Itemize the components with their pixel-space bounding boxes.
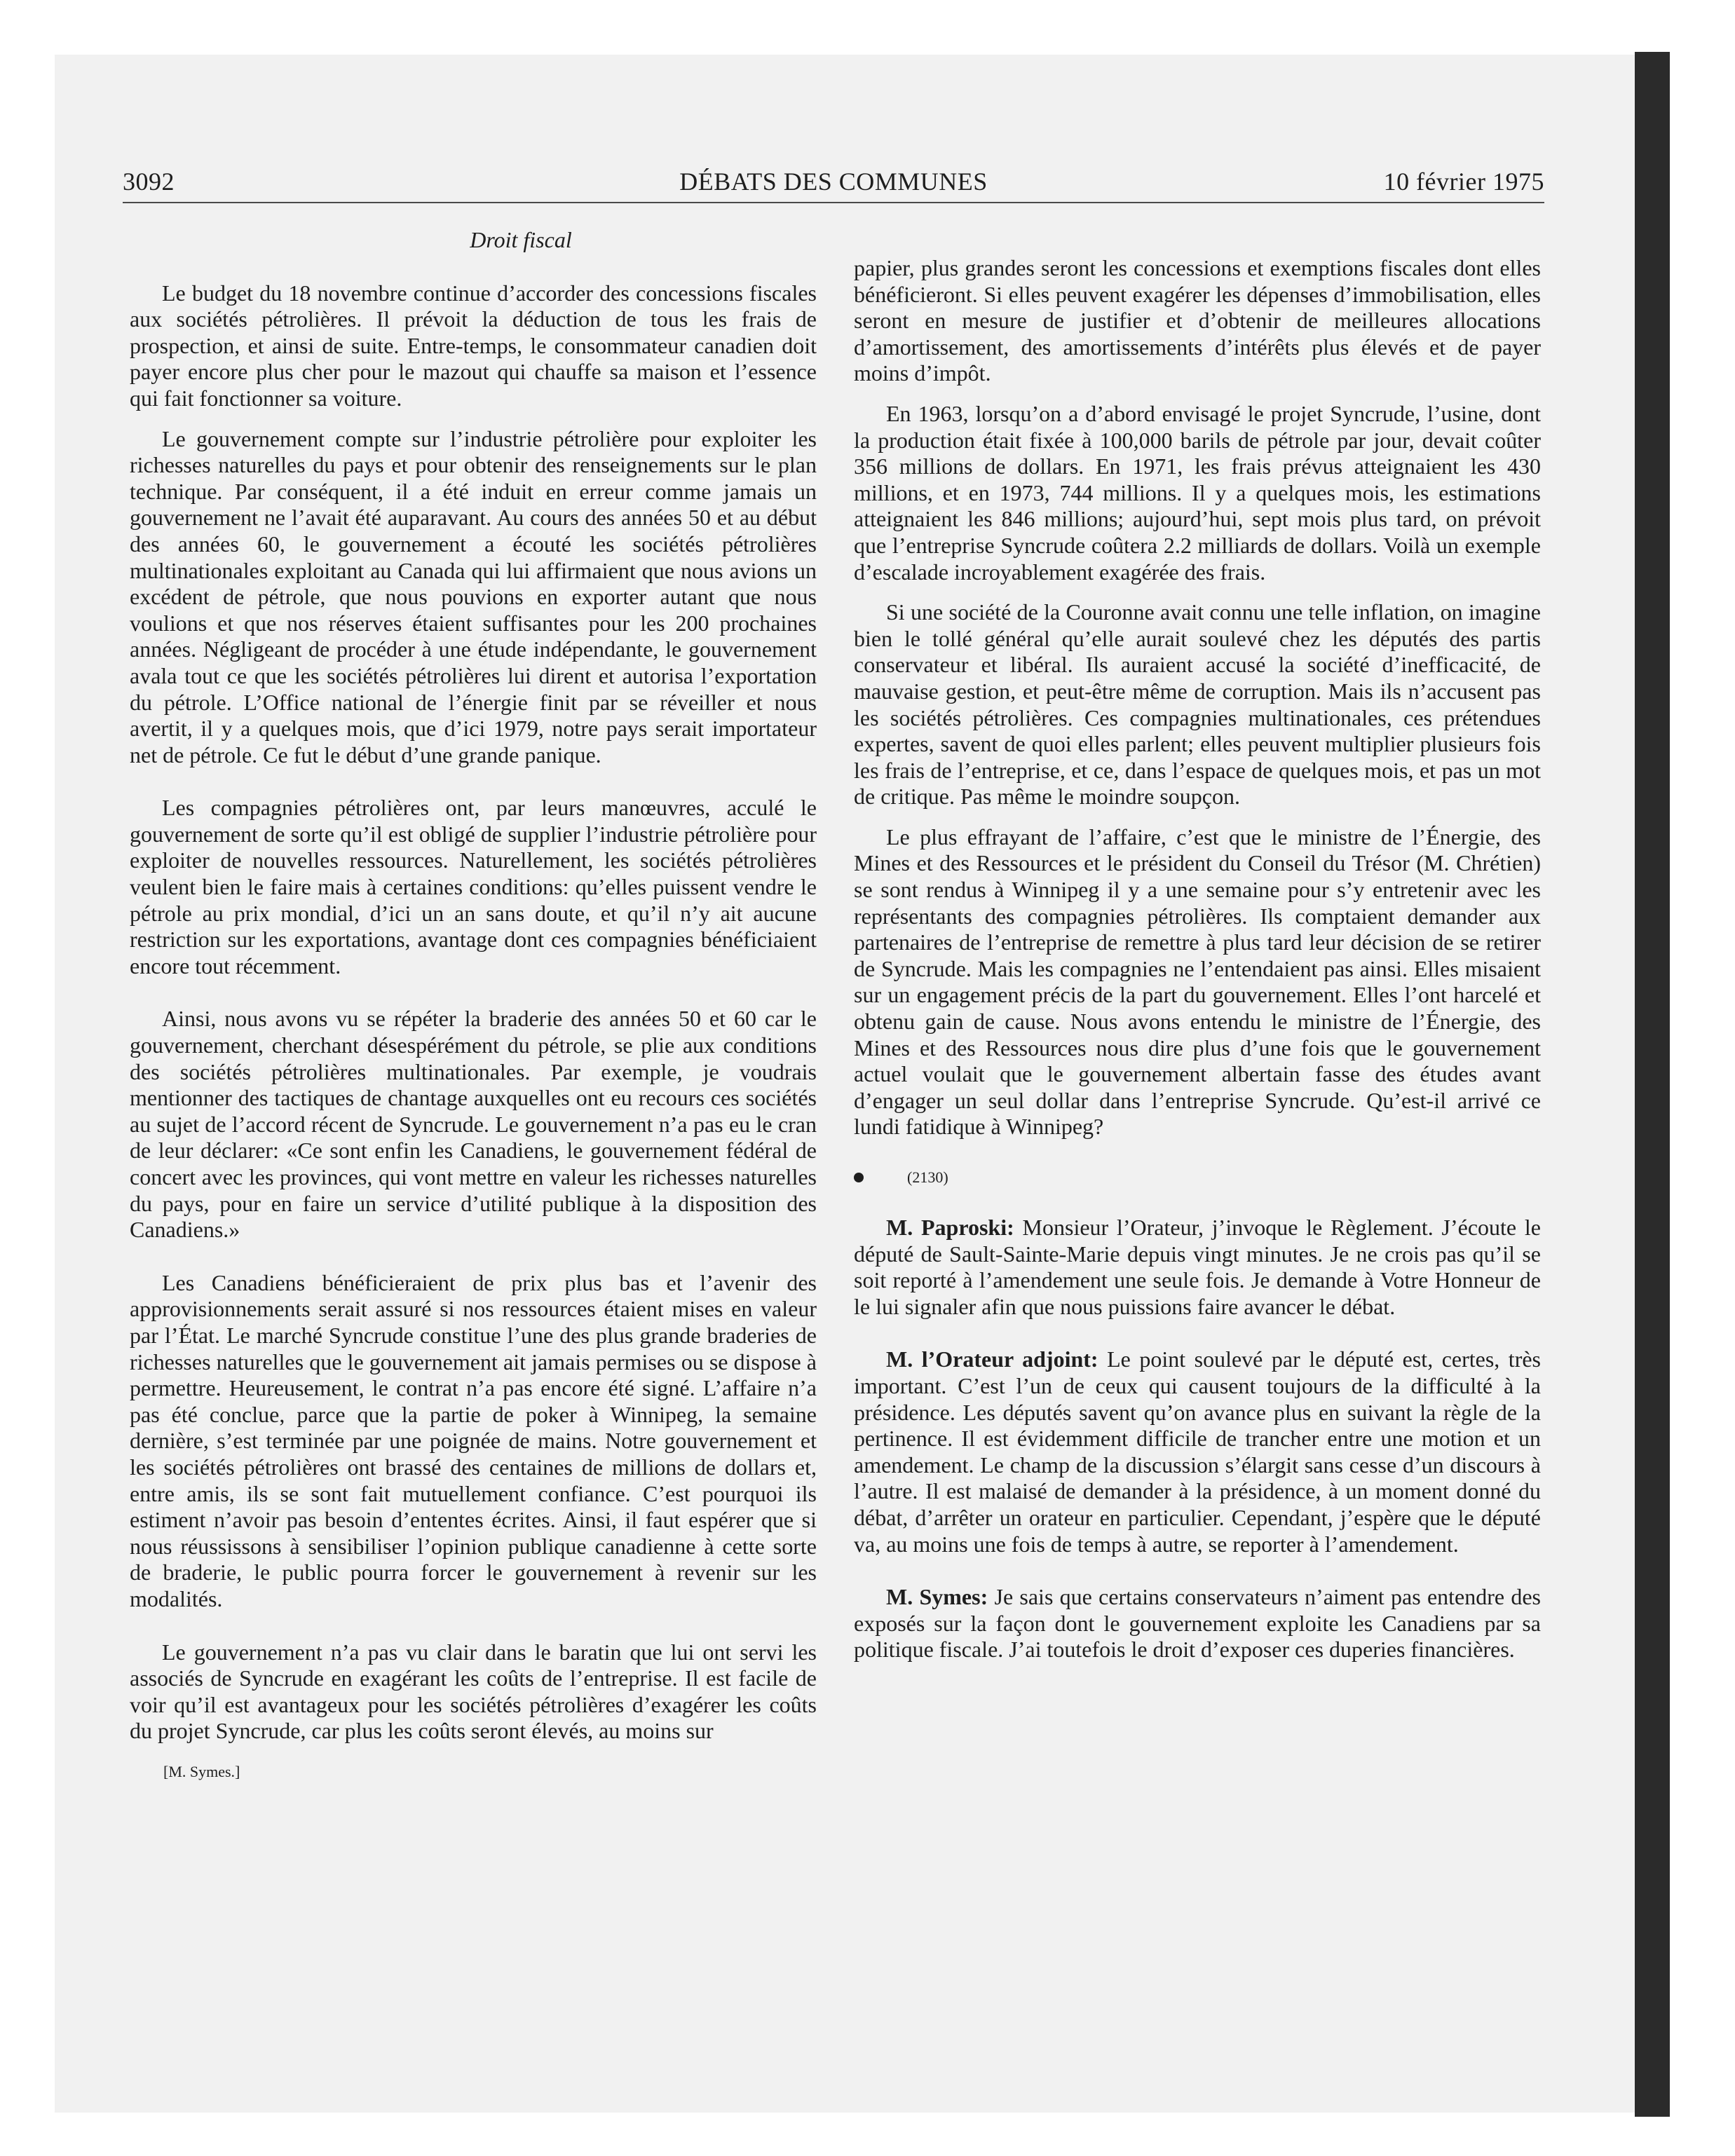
page-number: 3092 xyxy=(123,168,175,196)
header-rule xyxy=(123,202,1544,203)
page-header xyxy=(123,167,1544,200)
paragraph: Les Canadiens bénéficieraient de prix plus bas et l’avenir des approvisionnements serait assuré si nos ressources étaient mises en valeur par l’État. Le marché Syncrude constitue l’une des plus grande braderies de richesses naturelles que le gouvernement ait jamais permises ou se dispose à permettre. Heureusement, le contrat n’a pas encore été signé. L’affaire n’a pas été conclue, parce que la partie de poker à Winnipeg, la semaine dernière, s’est terminée par une poignée de mains. Notre gouvernement et les sociétés pétrolières ont brassé des centaines de millions de dollars et, entre amis, ils se sont fait mutuellement confiance. C’est pourquoi ils estiment n’avoir pas besoin d’ententes écrites. Ainsi, il faut espérer que si nous réussissons à sensibiliser l’opinion publique canadienne à cette sorte de braderie, le public pourra forcer le gouvernement à revenir sur les modalités. xyxy=(130,1269,817,1611)
publication-title: DÉBATS DES COMMUNES xyxy=(679,168,988,196)
publication-date: 10 février 1975 xyxy=(1383,168,1544,196)
right-column xyxy=(854,255,1541,1690)
speech-text: Le point soulevé par le député est, certes, très important. C’est l’un de ceux qui causent toujours de la difficulté à la présidence. Les députés savent qu’on avance plus en suivant la règle de la pertinence. Il est évidemment difficile de trancher entre une motion et un amendement. Le champ de la discussion s’élargit sans cesse d’un discours à l’autre. Il est malaisé de demander à la présidence, à un moment donné du débat, d’arrêter un orateur en particulier. Cependant, j’espère que le député va, au moins une fois de temps à autre, se reporter à l’amendement. xyxy=(854,1346,1542,1557)
speaker-name: M. Symes: xyxy=(886,1584,988,1610)
paragraph: Les compagnies pétrolières ont, par leurs manœuvres, acculé le gouvernement de sorte qu’il est obligé de supplier l’industrie pétrolière pour exploiter de nouvelles ressources. Naturellement, les sociétés pétrolières veulent bien le faire mais à certaines conditions: qu’elles puissent vendre le pétrole au prix mondial, d’ici un an sans doute, et qu’il n’y ait aucune restriction sur les exportations, avantage dont ces compagnies bénéficiaient encore tout récemment. xyxy=(130,795,817,978)
speech-text: Monsieur l’Orateur, j’invoque le Règlement. J’écoute le député de Sault-Sainte-Marie depuis vingt minutes. Je ne crois pas qu’il se soit reporté à l’amendement une seule fois. Je demande à Votre Honneur de le lui signaler afin que nous puissions faire avancer le débat. xyxy=(854,1215,1542,1319)
paragraph: Ainsi, nous avons vu se répéter la braderie des années 50 et 60 car le gouvernement, cherchant désespérément du pétrole, se plie aux conditions des sociétés pétrolières multinationales. Par exemple, je voudrais mentionner des tactiques de chantage auxquelles ont eu recours ces sociétés au sujet de l’accord récent de Syncrude. Le gouvernement n’a pas eu le cran de leur déclarer: «Ce sont enfin les Canadiens, le gouvernement fédéral de concert avec les provinces, qui vont mettre en valeur les richesses naturelles du pays, pour en faire un service d’utilité publique à la disposition des Canadiens.» xyxy=(130,1006,817,1243)
speaker-name: M. l’Orateur adjoint: xyxy=(886,1346,1098,1372)
paragraph: Si une société de la Couronne avait connu une telle inflation, on imagine bien le tollé général qu’elle aurait soulevé chez les députés des partis conservateur et libéral. Ils auraient accusé la société d’inefficacité, de mauvaise gestion, et peut-être même de corruption. Mais ils n’accusent pas les sociétés pétrolières. Ces compagnies multinationales, ces prétendues expertes, savent de quoi elles parlent; elles peuvent multiplier plusieurs fois les frais de l’entreprise, et ce, dans l’espace de quelques mois, et pas un mot de critique. Pas même le moindre soupçon. xyxy=(854,599,1541,810)
bullet-dot-icon xyxy=(854,1173,864,1182)
section-title: Droit fiscal xyxy=(470,227,572,252)
speech xyxy=(854,1215,1541,1320)
timestamp-marker xyxy=(854,1167,1541,1188)
speech-text: Je sais que certains conservateurs n’aiment pas entendre des exposés sur la façon dont le gouvernement exploite les Canadiens par sa politique fiscale. J’ai toutefois le droit d’exposer ces duperies financières. xyxy=(854,1584,1542,1663)
speaker-name: M. Paproski: xyxy=(886,1215,1014,1240)
paragraph: papier, plus grandes seront les concessions et exemptions fiscales dont elles bénéficieront. Si elles peuvent exagérer les dépenses d’immobilisation, elles seront en mesure de justifier et d’obtenir de meilleures allocations d’amortissement, des amortissements d’intérêts plus élevés et de payer moins d’impôt. xyxy=(854,255,1541,386)
paragraph: Le gouvernement n’a pas vu clair dans le baratin que lui ont servi les associés de Syncrude en exagérant les coûts de l’entreprise. Il est facile de voir qu’il est avantageux pour les sociétés pétrolières d’exagérer les coûts du projet Syncrude, car plus les coûts seront élevés, au moins sur xyxy=(130,1639,817,1744)
paragraph: En 1963, lorsqu’on a d’abord envisagé le projet Syncrude, l’usine, dont la production était fixée à 100,000 barils de pétrole par jour, devait coûter 356 millions de dollars. En 1971, les frais prévus atteignaient les 430 millions, et en 1973, 744 millions. Il y a quelques mois, les estimations atteignaient les 846 millions; aujourd’hui, sept mois plus tard, on prévoit que l’entreprise Syncrude coûtera 2.2 milliards de dollars. Voilà un exemple d’escalade incroyablement exagérée des frais. xyxy=(854,400,1541,585)
left-column xyxy=(130,227,817,1811)
paragraph: Le gouvernement compte sur l’industrie pétrolière pour exploiter les richesses naturelles du pays et pour obtenir des renseignements sur le plan technique. Par conséquent, il a été induit en erreur comme jamais un gouvernement ne l’avait été auparavant. Au cours des années 50 et au début des années 60, le gouvernement a écouté les sociétés pétrolières multinationales exploitant au Canada qui lui affirmaient que nous avions un excédent de pétrole, que nous pouvions en exporter autant que nous voulions et que nos réserves étaient suffisantes pour les 200 prochaines années. Négligeant de procéder à une étude indépendante, le gouvernement avala tout ce que les sociétés pétrolières lui dirent et autorisa l’exportation du pétrole. L’Office national de l’énergie finit par se réveiller et nous avertit, il y a quelques mois, que d’ici 1979, notre pays serait importateur net de pétrole. Ce fut le début d’une grande panique. xyxy=(130,425,817,767)
speech xyxy=(854,1346,1541,1557)
speech xyxy=(854,1584,1541,1663)
page-edge-shadow xyxy=(1635,52,1670,2117)
timestamp: (2130) xyxy=(907,1168,948,1186)
paragraph: Le budget du 18 novembre continue d’accorder des concessions fiscales aux sociétés pétrolières. Il prévoit la déduction de tous les frais de prospection, et ainsi de suite. Entre-temps, le consommateur canadien doit payer encore plus cher pour le mazout qui chauffe sa maison et l’essence qui fait fonctionner sa voiture. xyxy=(130,280,817,411)
speaker-footnote: [M. Symes.] xyxy=(163,1762,240,1780)
paragraph: Le plus effrayant de l’affaire, c’est que le ministre de l’Énergie, des Mines et des Ressources et le président du Conseil du Trésor (M. Chrétien) se sont rendus à Winnipeg il y a une semaine pour s’y entretenir avec les représentants des compagnies pétrolières. Ils comptaient demander aux partenaires de l’entreprise de remettre à plus tard leur décision de se retirer de Syncrude. Mais les compagnies ne l’entendaient pas ainsi. Elles misaient sur un engagement précis de la part du gouvernement. Elles l’ont harcelé et obtenu gain de cause. Nous avons entendu le ministre de l’Énergie, des Mines et des Ressources nous dire plus d’une fois que le gouvernement actuel voulait que le gouvernement albertain fasse des études avant d’engager un seul dollar dans l’entreprise Syncrude. Qu’est-il arrivé ce lundi fatidique à Winnipeg? xyxy=(854,824,1541,1140)
